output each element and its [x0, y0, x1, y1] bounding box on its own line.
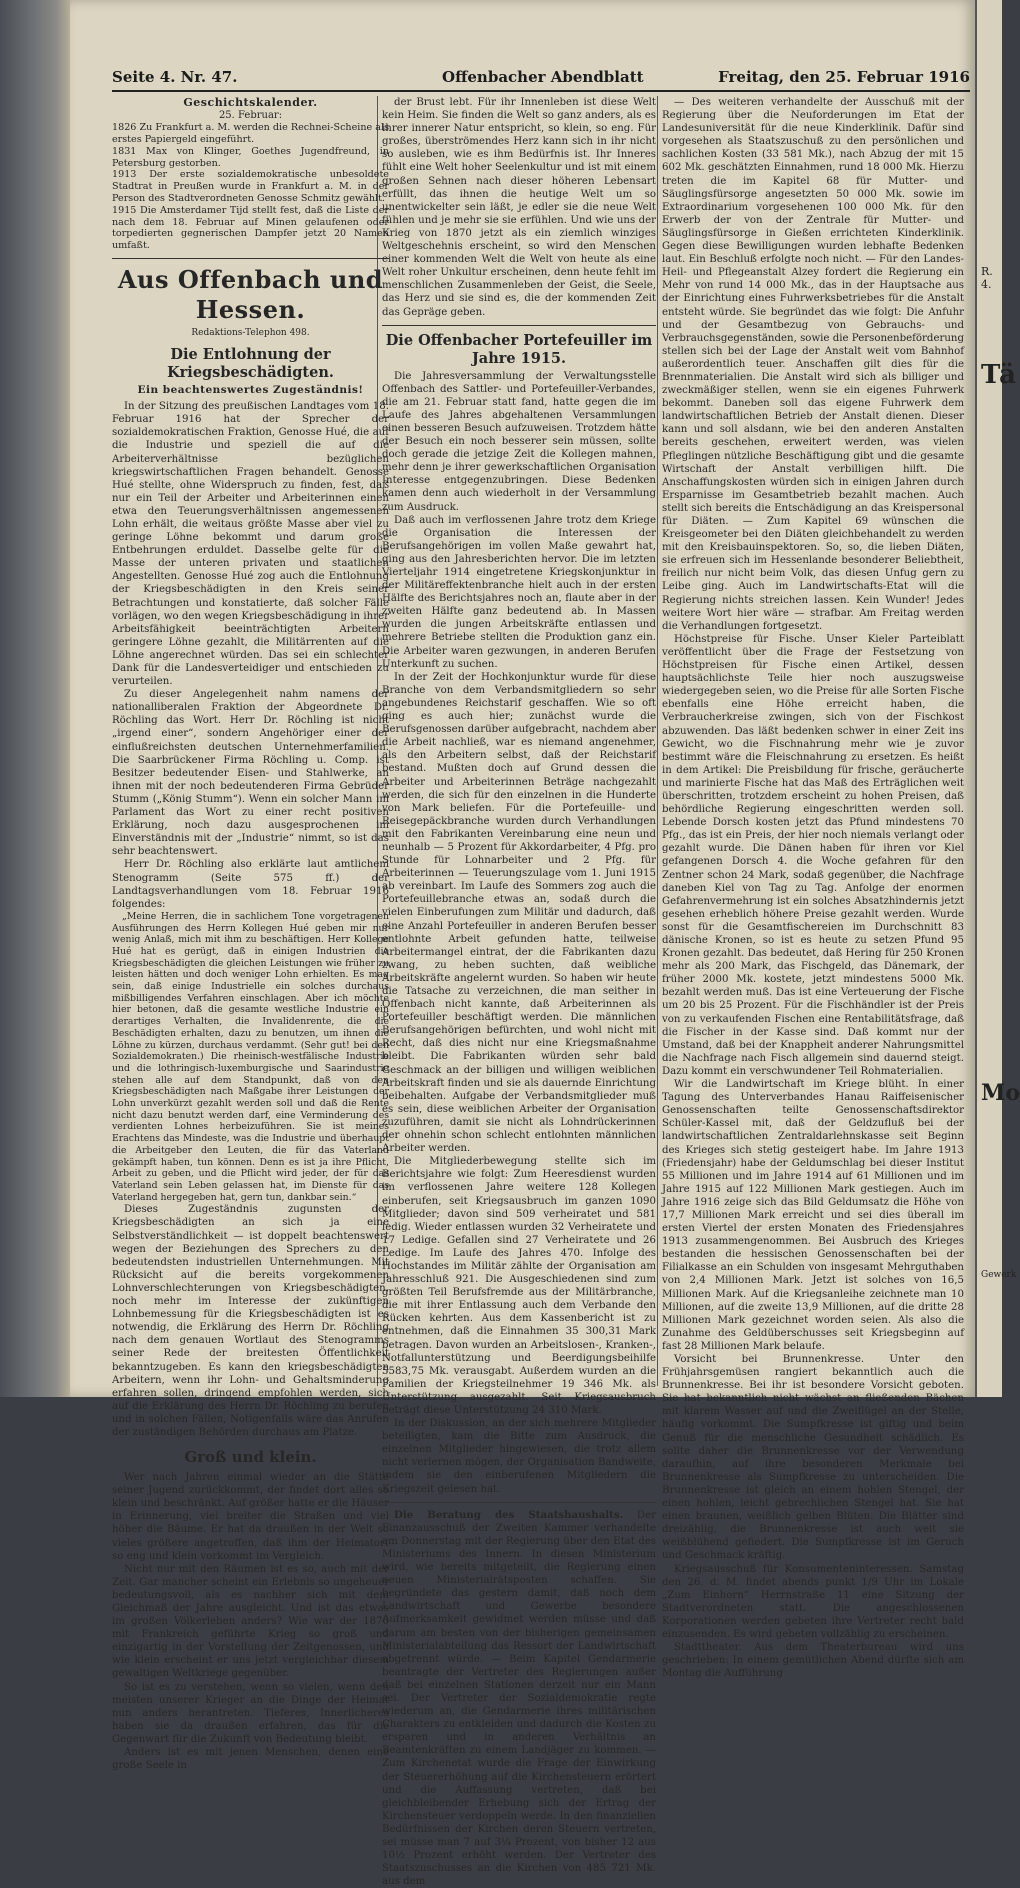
column-divider	[657, 96, 658, 1386]
calendar-date: 25. Februar:	[218, 110, 283, 122]
article-subtitle: Ein beachtenswertes Zugeständnis!	[137, 384, 364, 397]
newspaper-page	[70, 0, 975, 1888]
page-header	[112, 68, 970, 90]
calendar-title: Geschichtskalender.	[183, 96, 318, 109]
adjacent-text-fragment: Tä	[981, 360, 1016, 390]
article-paragraph: Wir die Landwirtschaft im Kriege blüht. In einer Tagung des Unterverbandes Hanau Raiffeisenischer Genossenschaften teilte Genossenschaftsdirektor Schüler-Kassel mit, daß der Geldzufluß bei der landwirtschaftlichen Zentraldarlehnskasse seit Beginn des Krieges sich stetig gesteigert habe. Im Jahre 1913 (Friedensjahr) habe der Geldumschlag bei dieser Institut 55 Millionen und im Jahre 1914 auf 61 Millionen und im Jahre 1915 auf 122 Millionen Mark gestiegen. Auch im Jahre 1916 zeige sich das Bild Geldumsatz die Höhe von 17,7 Millionen Mark erreicht und sei dies überall im ersten Viertel der ersten Monaten des Friedensjahres 1913 zusammengenommen. Bei Ausbruch des Krieges bestanden die hessischen Genossenschaften bei der Filialkasse an ein Schulden von insgesamt Mehrguthaben von 2,4 Millionen Mark. Jetzt ist solches von 16,5 Millionen Mark. Auf die Kriegsanleihe zeichnete man 10 Millionen, auf die zweite 13,9 Millionen, auf die dritte 28 Millionen Mark gezeichnet worden seien. Als also die Zunahme des Geldüberschusses seit Kriegsbeginn auf fast 28 Millionen Mark belaufe.	[662, 1079, 964, 1352]
section-text: Der Finanzausschuß der Zweiten Kammer verhandelte am Donnerstag mit der Regierung über den Etat des Ministeriums des Innern. In diesen Ministerium wird, wie bereits mitgeteilt, die Regierung einen neuen Ministerialrätsposten schaffen. Sie begründete das gestern damit, daß noch dem Landwirtschaft und Gewerbe besondere Aufmerksamkeit gewidmet werden müsse und daß darum am besten von der bisherigen gemeinsamen Ministerialabteilung das Ressort der Landwirtschaft abgetrennt würde. — Beim Kapitel Gendarmerie beantragte der Vertreter des Regierungen außer daß bei einzelnen Stationen derzeit nur ein Mann sei. Der Vertreter der Sozialdemokratie regte wiederum an, die Gendarmerie ihres militärischen Charakters zu entkleiden und dadurch die Kosten zu ersparen und in anderen Verhältnis an Beamtenkräften zu einem Landjäger zu kommen. — Zum Kirchenetat wurde die Frage der Einwirkung der Steuererhöhung auf die Kirchensteuern erörtert und die Auffassung vertreten, daß bei gleichbleibender Erhebung sich der Ertrag der Kirchensteuer verdoppeln werde. In den finanziellen Bedürfnissen der Kirchen deren Steuern vertreten, sei müsse man 7 auf 3¼ Prozent, von bisher 12 aus 10½ Prozent erhöht werden. Der Vertreter des Staatszuschusses an die Kirchen von 485 721 Mk. aus dem	[382, 1509, 656, 1888]
issue-date: Freitag, den 25. Februar 1916	[718, 68, 970, 86]
article-title: Groß und klein.	[184, 1448, 317, 1467]
column-2	[382, 96, 656, 1888]
adjacent-text-fragment: Mo	[981, 1080, 1020, 1106]
divider	[112, 258, 389, 259]
section-lead: Die Beratung des Staatshaushalts.	[394, 1508, 624, 1521]
column-1	[112, 96, 389, 1772]
article-paragraph: der Brust lebt. Für ihr Innenleben ist diese Welt kein Heim. Sie finden die Welt so ganz anders, als es ihrer innerer Natur entspricht, so klein, so eng. Für großes, überströmendes Herz kann sich in ihr nicht so ausleben, wie es ihm Bedürfnis ist. Ihr Inneres fühlt eine Welt hoher Seelenkultur und ist mit einem großen Sehnen nach dieser höheren Lebensart erfüllt, das ihnen die heutige Welt um so unentwickelter sein läßt, je edler sie die neue Welt fühlen und je mehr sie sie erfühlen. Und wie uns der Krieg von 1870 jetzt als ein ziemlich winziges Weltgeschehnis erscheint, so wird den Menschen einer kommenden Welt die Welt von heute als eine Welt roher Unkultur erscheinen, denn heute fehlt im menschlichen Zusammenleben der Geist, die Seele, das Herz und sie sind es, die der kommenden Zeit das Gepräge geben.	[382, 97, 656, 318]
article-paragraph: Wer nach Jahren einmal wieder an die Stätte seiner Jugend zurückkommt, der findet dort alles so klein und beschränkt. Auf größer hatte er die Häuser in Erinnerung, viel breiter die Straßen und viel höher die Bäume. Er hat da draußen in der Welt so vieles größere angetroffen, daß ihm der Heimatort so eng und klein vorkommt im Vergleich.	[112, 1472, 389, 1562]
article-title: Die Offenbacher Portefeuiller im Jahre 1915.	[385, 331, 653, 367]
column-3	[662, 96, 964, 1680]
article-paragraph: In der Diskussion, an der sich mehrere Mitglieder beteiligten, kam die Bitte zum Ausdruck, die einzelnen Mitglieder hingewiesen, die trotz allem nicht verlernen mögen, der Organisation Bandweite, indem sie den einberufenen Mitgliedern die Kriegszeit gelesen hat.	[382, 1418, 656, 1495]
quote-paragraph: „Meine Herren, die in sachlichem Tone vorgetragenen Ausführungen des Herrn Kollegen Hué geben mir nur wenig Anlaß, mich mit ihm zu beschäftigen. Herr Kollege Hué hat es gerügt, daß in einigen Industrien die Kriegsbeschädigten die gleichen Leistungen wie früher zu leisten hätten und doch weniger Lohn erhielten. Es mag sein, daß einige Industrielle ein solches durchaus mißbilligendes Verfahren einschlagen. Aber ich möchte hier betonen, daß die gesamte westliche Industrie ein derartiges Verhalten, die Invalidenrente, die die Beschädigten erhalten, dazu zu benutzen, um ihnen die Löhne zu kürzen, durchaus verdammt. (Sehr gut! bei den Sozialdemokraten.) Die rheinisch-westfälische Industrie und die lothringisch-luxemburgische und Saarindustrie stehen alle auf dem Standpunkt, daß von den Kriegsbeschädigten nach Maßgabe ihrer Leistungen der Lohn unverkürzt gezahlt werden soll und daß die Rente nicht dazu benutzt werden darf, eine Verminderung des verdienten Lohnes herbeizuführen. Sie ist meines Erachtens das Mindeste, was die Industrie und überhaupt die Arbeitgeber den Leuten, die für das Vaterland gekämpft haben, tun können. Denn es ist ja ihre Pflicht, Arbeit zu geben, und die Pflicht wird jeder, der für das Vaterland sein Leben gelassen hat, im Dienste für das Vaterland hergegeben hat, gern tun, dankbar sein.“	[112, 910, 389, 1203]
article-paragraph: Höchstpreise für Fische. Unser Kieler Parteiblatt veröffentlicht über die Frage der Festsetzung von Höchstpreisen für Fische einen Artikel, dessen hauptsächlichste Teile hier noch auszugsweise wiedergegeben seien, wo die Preise für alle Sorten Fische ebenfalls eine Höhe erreicht haben, die Verbraucherkreise zwingen, sich von der Fischkost abzuwenden. Das läßt bedenken schwer in einer Zeit ins Gewicht, wo die Fischnahrung mehr wie je zuvor bestimmt wäre die Fleischnahrung zu ersetzen. Es heißt in dem Artikel: Die Preisbildung für frische, geräucherte und marinierte Fische hat das Maß des Erträglichen weit überschritten, trotzdem erscheint zu hohen Preisen, daß behördliche Regierung eingeschritten werden soll. Lebende Dorsch kosten jetzt das Pfund mindestens 70 Pfg., das ist ein Preis, der hier noch niemals verlangt oder gezahlt wurde. Die Dänen haben für ihren vor Kiel gefangenen Dorsch 4. die Woche gefahren für den Zentner schon 24 Mark, sodaß gegenüber, die Nachfrage daneben Kiel von Tag zu Tag. Anfolge der enormen Gefahrenvermehrung ist ein solches Absatzhindernis jetzt gesehen erheblich höhere Preise gezahlt werden. Wurde sonst für die Gesamtfischereien im Durchschnitt 83 dänische Kronen, so ist es heute zu setzen Pfund 95 Kronen gezahlt. Das bedeutet, daß Hering für 250 Kronen mehr als 200 Mark, das Fischgeld, das Dänemark, der früher 2000 Mk. kostete, jetzt mindestens 5000 Mk. bezahlt werden muß. Das ist eine Verteuerung der Fische um 20 bis 25 Prozent. Für die Fischhändler ist der Preis von zu verkaufenden Fischen eine Rentabilitätsfrage, daß die Fischer in der Kasse sind. Daß kommt nur der Umstand, daß bei der Knappheit anderer Nahrungsmittel die Nachfrage nach Fisch allgemein sind dauernd steigt. Dazu kommt ein verschwundener Teil Rohmaterialien.	[662, 633, 964, 1077]
header-rule	[112, 90, 970, 92]
book-binding	[0, 0, 70, 1397]
article-paragraph: — Des weiteren verhandelte der Ausschuß mit der Regierung über die Neuforderungen im Etat der Landesuniversität für die neue Kinderklinik. Dafür sind vorgesehen als Staatszuschuß zu den persönlichen und sachlichen Kosten (33 581 Mk.), nach Abzug der mit 15 602 Mk. geschätzten Einnahmen, rund 18 000 Mk. Hierzu treten die im Kapitel 68 für Mutter- und Säuglingsfürsorge angesetzten 50 000 Mk. sowie im Extraordinarium vorgesehenen 100 000 Mk. für den Erwerb der von der Zentrale für Mutter- und Säuglingsfürsorge in Gießen errichteten Kinderklinik. Gegen diese Bewilligungen wurden lebhafte Bedenken laut. Ein Beschluß erfolgte noch nicht. — Für den Landes-Heil- und Pflegeanstalt Alzey fordert die Regierung ein Mehr von rund 14 000 Mk., das in der Hauptsache aus der Einrichtung eines Fuhrwerksbetriebes für die Anstalt entsteht würde. Sie begründet das wie folgt: Die Anfuhr und der Gesamtbezug von Gebrauchs- und Verbrauchsgegenständen, sowie die Personenbeförderung stellen sich bei der Lage der Anstalt weit vom Bahnhof außerordentlich teuer. Anschaffen gilt dies für die Brennmaterialien. Die Anstalt wird sich als billiger und zweckmäßiger stellen, wenn sie ein eigenes Fuhrwerk bekommt. Daneben soll das eigene Fuhrwerk dem landwirtschaftlichen Betrieb der Anstalt dienen. Dieser kann und soll alsdann, wie bei den anderen Anstalten bereits geschehen, erweitert werden, was vielen Pfleglingen nützliche Beschäftigung gibt und die gesamte Wirtschaft der Anstalt verbilligen hilft. Die Anschaffungskosten würden sich in einigen Jahren durch Ersparnisse im Gesamtbetrieb bezahlt machen. Auch stellt sich bereits die Entschädigung an das Kreispersonal für Diäten. — Zum Kapitel 69 wünschen die Kreisgeometer bei den Diäten gleichbehandelt zu werden mit den Kreisbauinspektoren. So, so, die lieben Diäten, sie erfreuen sich im Hessenlande besonderer Beliebtheit, freilich nur nicht beim Volk, das diesen Unfug gern zu Leibe ging. Auch im Landwirtschafts-Etat will die Regierung nichts streichen lassen. Kein Wunder! Jedes weitere Wort hier wäre — strafbar. Am Freitag werden die Verhandlungen fortgesetzt.	[662, 97, 964, 632]
calendar-entry: 1913 Der erste sozialdemokratische unbesoldete Stadtrat in Preußen wurde in Frankfurt a. M. in der Person des Stadtverordneten Genosse Schmitz gewählt.	[112, 169, 389, 204]
redaktion-telephone: Redaktions-Telephon 498.	[191, 327, 310, 338]
divider	[382, 1502, 656, 1503]
calendar-entry: 1915 Die Amsterdamer Tijd stellt fest, daß die Liste der nach dem 18. Februar auf Minen gelaufenen oder torpedierten gegnerischen Dampfer jetzt 20 Namen umfaßt.	[112, 204, 389, 252]
adjacent-page-edge	[975, 0, 1020, 1397]
article-paragraph: Kriegsausschuß für Konsumenteninteressen. Samstag den 26. d. M. findet abends punkt 1/9 Uhr im Lokale „Zum Einhorn“ Herrnstraße 11 eine Sitzung der Stadtverordneten statt. Die angeschlossenen Korporationen werden gebeten ihre Vertreter recht bald einzusenden. Es wird gebeten vollzählig zu erscheinen.	[662, 1563, 964, 1640]
article-paragraph: Zu dieser Angelegenheit nahm namens der nationalliberalen Fraktion der Abgeordnete Dr. Röchling das Wort. Herr Dr. Röchling ist nicht „irgend einer“, sondern Angehöriger einer der einflußreichsten deutschen Unternehmerfamilien. Die Saarbrückener Firma Röchling u. Comp. ist Besitzer bedeutender Eisen- und Stahlwerke, an ihnen mit der noch bedeutenderen Firma Gebrüder Stumm („König Stumm“). Wenn ein solcher Mann im Parlament das Wort zu einer recht positiven Erklärung, noch dazu ausgesprochenen im Einverständnis mit der „Industrie“ nimmt, so ist das sehr beachtenswert.	[112, 689, 389, 858]
page-number: Seite 4. Nr. 47.	[112, 68, 238, 86]
adjacent-text-fragment: Gewerk	[981, 1270, 1017, 1280]
calendar-entry: 1831 Max von Klinger, Goethes Jugendfreund, in Petersburg gestorben.	[112, 145, 389, 169]
article-paragraph: Anders ist es mit jenen Menschen, denen eine große Seele in	[112, 1747, 389, 1772]
article-paragraph: Die Jahresversammlung der Verwaltungsstelle Offenbach des Sattler- und Portefeuiller-Verbandes, die am 21. Februar statt fand, hatte gegen die im Laufe des Jahres abgehaltenen Versammlungen einen besseren Besuch aufzuweisen. Trotzdem hätte der Besuch ein noch besserer sein müssen, sollte doch gerade die jetzige Zeit die Kollegen mahnen, mehr denn je ihrer gewerkschaftlichen Organisation Interesse entgegenzubringen. Diese Bedenken kamen denn auch wiederholt in der Versammlung zum Ausdruck.	[382, 370, 656, 513]
article-paragraph: Herr Dr. Röchling also erklärte laut amtlichem Stenogramm (Seite 575 ff.) der Landtagsverhandlungen vom 18. Februar 1916 folgendes:	[112, 859, 389, 910]
section-heading: Aus Offenbach und Hessen.	[117, 264, 384, 324]
stenogram-quote	[112, 911, 389, 1204]
article-paragraph: In der Zeit der Hochkonjunktur wurde für diese Branche von dem Verbandsmitgliedern so sehr angebundenes Reichstarif geschaffen. Wie so oft ging es auch hier; zunächst wurde die Berufsgenossen darüber aufgebracht, nachdem aber die Arbeit nachließ, war es niemand angenehmer, als den Arbeitern selbst, daß der Reichstarif bestand. Mußten doch auf Grund dessen die Arbeiter und Arbeiterinnen Beträge nachgezahlt werden, die sich für den einzelnen in die Hunderte von Mark beliefen. Für die Portefeuille- und Reisegepäckbranche wurden durch Verhandlungen mit den Fabrikanten Vereinbarung eine neun und neunhalb — 5 Prozent für Akkordarbeiter, 4 Pfg. pro Stunde für Lohnarbeiter und 2 Pfg. für Arbeiterinnen — Teuerungszulage vom 1. Juni 1915 ab vereinbart. Im Laufe des Sommers zog auch die Portefeuillebranche etwas an, sodaß durch die vielen Einberufungen zum Militär und dadurch, daß eine Anzahl Portefeuiller in anderen Berufen besser entlohnte Arbeit gefunden hatte, teilweise Arbeitermangel eintrat, der die Fabrikanten dazu zwang, zu heben suchten, daß weibliche Arbeitskräfte angelernt wurden. So haben wir heute die Tatsache zu verzeichnen, die man seither in Offenbach nicht kannte, daß Arbeiterinnen als Portefeuiller beschäftigt werden. Die männlichen Berufsangehörigen befürchten, und wohl nicht mit Recht, daß dies nicht nur eine Kriegsmaßnahme bleibt. Die Fabrikanten würden sehr bald Geschmack an der billigen und willigen weiblichen Arbeitskraft finden und sie als dauernde Einrichtung beibehalten. Aufgabe der Verbandsmitglieder muß es sein, diese weiblichen Arbeiter der Organisation zuzuführen, damit sie nicht als Lohndrückerinnen der ohnehin schon schlecht entlohnten männlichen Arbeiter werden.	[382, 671, 656, 1155]
article-title: Die Entlohnung der Kriegsbeschädigten.	[167, 346, 334, 382]
article-paragraph: Die Mitgliederbewegung stellte sich im Berichtsjahre wie folgt: Zum Heeresdienst wurden im verflossenen Jahre weitere 128 Kollegen einberufen, seit Kriegsausbruch im ganzen 1090 Mitglieder; davon sind 509 verheiratet und 581 ledig. Wieder entlassen wurden 32 Verheiratete und 17 Ledige. Gefallen sind 27 Verheiratete und 26 Ledige. Im Laufe des Jahres 470. Infolge des Hochstandes im Militär zählte der Organisation am Jahresschluß 921. Die Ausgeschiedenen sind zum größten Teil Berufsfremde aus der Militärbranche, die mit ihrer Entlassung auch dem Verbande den Rücken kehrten. Aus dem Kassenbericht ist zu entnehmen, daß die Einnahmen 35 300,31 Mark betragen. Davon wurden an Arbeitslosen-, Kranken-, Notfallunterstützung und Beerdigungsbeihilfe 5583,75 Mk. verausgabt. Außerdem wurden an die Familien der Kriegsteilnehmer 19 346 Mk. als Unterstützung ausgezahlt. Seit Kriegsausbruch beträgt diese Unterstützung 24 310 Mark.	[382, 1156, 656, 1416]
article-paragraph: Daß auch im verflossenen Jahre trotz dem Kriege die Organisation die Interessen der Berufsangehörigen im vollen Maße gewahrt hat, ging aus den Jahresberichten hervor. Die im letzten Vierteljahr 1914 eingetretene Kriegskonjunktur in der Militäreffektenbranche hielt auch in der ersten Hälfte des Berichtsjahres noch an, flaute aber in der zweiten Hälfte ganz bedeutend ab. In Massen wurden die jungen Arbeitskräfte entlassen und mehrere Betriebe stellten die Produktion ganz ein. Die Arbeiter waren gezwungen, in anderen Berufen Unterkunft zu suchen.	[382, 514, 656, 670]
article-paragraph: Vorsicht bei Brunnenkresse. Unter den Frühjahrsgemüsen rangiert bekanntlich auch die Brunnenkresse. Bei ihr ist besondere Vorsicht geboten. Sie hat bekanntlich nicht wächst an fließenden Bächen mit klarem Wasser auf und die Zweiflügel an der Stelle, häufig vorkommt. Die Sumpfkresse ist giftig und beim Genuß für die menschliche Gesundheit schädlich. Es sollte daher die Brunnenkresse vor der Verwendung daraufhin, auf ihre besonderen Merkmale bei Brunnenkresse als Sumpfkresse zu unterscheiden. Die Brunnenkresse ist gleich an einem hohlen Stengel, der einen hohlen, leicht gebrechlichen Stengel hat. Sie hat einen braunen, weißlich gelben Blüten. Die Blätter sind dreizählig, die Brunnenkresse ist auch weit sie weißblühend gefiedert. Die Sumpfkresse ist im Geruch und Geschmack kräftig.	[662, 1354, 964, 1562]
divider	[382, 325, 656, 326]
history-calendar	[112, 96, 389, 252]
adjacent-text-fragment: R. 4.	[981, 265, 993, 291]
article-paragraph: So ist es zu verstehen, wenn so vielen, wenn den meisten unserer Krieger an die Dinge der Heimat nun anders herantreten. Tieferes, Innerlicheres haben sie da draußen erfahren, das für die Gegenwart für die Zukunft von Bedeutung bleibt.	[112, 1681, 389, 1745]
calendar-entry: 1826 Zu Frankfurt a. M. werden die Rechnei-Scheine als erstes Papiergeld eingeführt.	[112, 122, 389, 145]
article-paragraph: Nicht nur mit den Räumen ist es so, auch mit der Zeit. Gar mancher scheint ein Erlebnis so ungeheuer bedeutungsvoll, als es nachher sich mit dem Gleichmaß der Jahre ausgleicht. Und ist das etwas im großen Völkerleben anders? Wie war der 1870 mit Frankreich geführte Krieg so groß und einzigartig in der Vorstellung der Zeitgenossen, und wie klein erscheint er uns jetzt vergleichbar diesem gewaltigen Weltkriege gegenüber.	[112, 1563, 389, 1680]
article-paragraph: Dieses Zugeständnis zugunsten der Kriegsbeschädigten an sich ja eine Selbstverständlichkeit — ist doppelt beachtenswert wegen der Beziehungen des Sprechers zu den bedeutendsten industriellen Unternehmungen. Mit Rücksicht auf die bereits vorgekommenen Lohnverschlechterungen von Kriegsbeschädigten, noch mehr im Interesse der zukünftigen Lohnbemessung für die Kriegsbeschädigten ist es notwendig, die Erklärung des Herrn Dr. Röchling nach dem genauen Wortlaut des Stenogramms seiner Rede der breitesten Öffentlichkeit bekanntzugeben. Es kann den kriegsbeschädigten Arbeitern, wenn ihr Lohn- und Gehaltsminderung erfahren sollen, dringend empfohlen werden, sich auf die Erklärung des Herrn Dr. Röchling zu berufen und in solchen Fällen, Notigenfalls wäre das Anrufen der zuständigen Behörden durchaus am Platze.	[112, 1204, 389, 1438]
newspaper-title: Offenbacher Abendblatt	[442, 68, 644, 86]
article-paragraph	[382, 1509, 656, 1888]
article-paragraph: Stadttheater. Aus dem Theaterbureau wird uns geschrieben: In einem gemütlichen Abend dürfte sich am Montag die Aufführung	[662, 1642, 964, 1680]
article-paragraph: In der Sitzung des preußischen Landtages vom 18. Februar 1916 hat der Sprecher der sozialdemokratischen Fraktion, Genosse Hué, die auf die Industrie und speziell die auf die Arbeiterverhältnisse bezüglichen kriegswirtschaftlichen Fragen behandelt. Genosse Hué stellte, ohne Widerspruch zu finden, fest, daß nur ein Teil der Arbeiter und Arbeiterinnen einen etwa den Teuerungsverhältnissen angemessenen Lohn erhält, die weitaus größte Masse aber viel zu geringe Löhne bekommt und darum große Entbehrungen erduldet. Dasselbe gelte für die Masse der unteren privaten und staatlichen Angestellten. Genosse Hué zog auch die Entlohnung der Kriegsbeschädigten in den Kreis seiner Betrachtungen und konstatierte, daß solcher Fälle vorlägen, wo den wegen Kriegsbeschädigung in ihrer Arbeitsfähigkeit beeinträchtigten Arbeitern geringere Löhne gezahlt, die Militärrenten auf die Löhne angerechnet würden. Das sei ein schlechter Dank für die Landesverteidiger und entschieden zu verurteilen.	[112, 401, 389, 688]
